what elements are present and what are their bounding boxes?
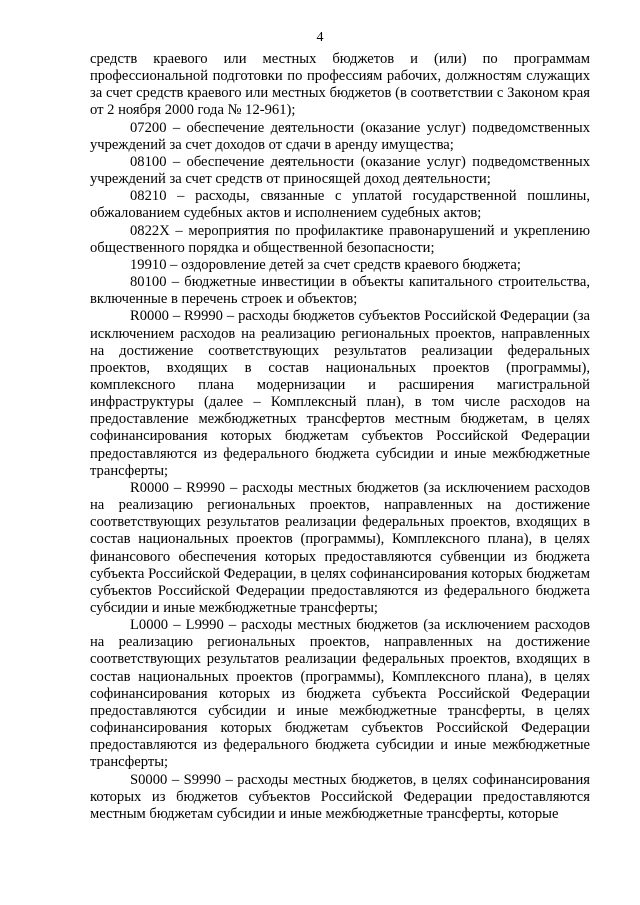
document-body [90, 51, 590, 823]
paragraph-l0000: L0000 – L9990 – расходы местных бюджетов (за исключением расходов на реализацию региональных проектов, направленных на достижение соответствующих результатов реализации федеральных проектов, входящих в состав национальных проектов (программы), Комплексного плана), в целях софинансирования которых из бюджета субъекта Российской Федерации предоставляются субсидии и иные межбюджетные трансферты, в целях софинансирования которых бюджетам субъектов Российской Федерации предоставляются из федерального бюджета субсидии и иные межбюджетные трансферты; [90, 617, 590, 771]
paragraph-80100: 80100 – бюджетные инвестиции в объекты капитального строительства, включенные в перечень строек и объектов; [90, 274, 590, 308]
paragraph-08210: 08210 – расходы, связанные с уплатой государственной пошлины, обжалованием судебных актов и исполнением судебных актов; [90, 188, 590, 222]
paragraph-07200: 07200 – обеспечение деятельности (оказание услуг) подведомственных учреждений за счет доходов от сдачи в аренду имущества; [90, 119, 590, 153]
paragraph-0822x: 0822X – мероприятия по профилактике правонарушений и укреплению общественного порядка и общественной безопасности; [90, 222, 590, 256]
paragraph-s0000: S0000 – S9990 – расходы местных бюджетов, в целях софинансирования которых из бюджетов субъектов Российской Федерации предоставляются местным бюджетам субсидии и иные межбюджетные трансферты, которые [90, 771, 590, 822]
paragraph-r0000-local: R0000 – R9990 – расходы местных бюджетов (за исключением расходов на реализацию региональных проектов, направленных на достижение соответствующих результатов реализации федеральных проектов, входящих в состав национальных проектов (программы), Комплексного плана), в целях финансового обеспечения которых предоставляются субвенции из бюджета субъекта Российской Федерации, в целях софинансирования которых бюджетам субъектов Российской Федерации предоставляются из федерального бюджета субсидии и иные межбюджетные трансферты; [90, 479, 590, 616]
paragraph-19910: 19910 – оздоровление детей за счет средств краевого бюджета; [130, 256, 521, 273]
paragraph-r0000-regional: R0000 – R9990 – расходы бюджетов субъектов Российской Федерации (за исключением расходов на реализацию региональных проектов, направленных на достижение соответствующих результатов реализации федеральных проектов, входящих в состав национальных проектов (программы), комплексного плана модернизации и расширения магистральной инфраструктуры (далее – Комплексный план), в том числе расходов на предоставление межбюджетных трансфертов местным бюджетам, в целях софинансирования которых бюджетам субъектов Российской Федерации предоставляются из федерального бюджета субсидии и иные межбюджетные трансферты; [90, 308, 590, 479]
page-number: 4 [316, 30, 324, 45]
paragraph-continuation: средств краевого или местных бюджетов и (или) по программам профессиональной подготовки по профессиям рабочих, должностям служащих за счет средств краевого или местных бюджетов (в соответствии с Законом края от 2 ноября 2000 года № 12-961); [90, 51, 590, 119]
paragraph-08100: 08100 – обеспечение деятельности (оказание услуг) подведомственных учреждений за счет средств от приносящей доход деятельности; [90, 153, 590, 188]
